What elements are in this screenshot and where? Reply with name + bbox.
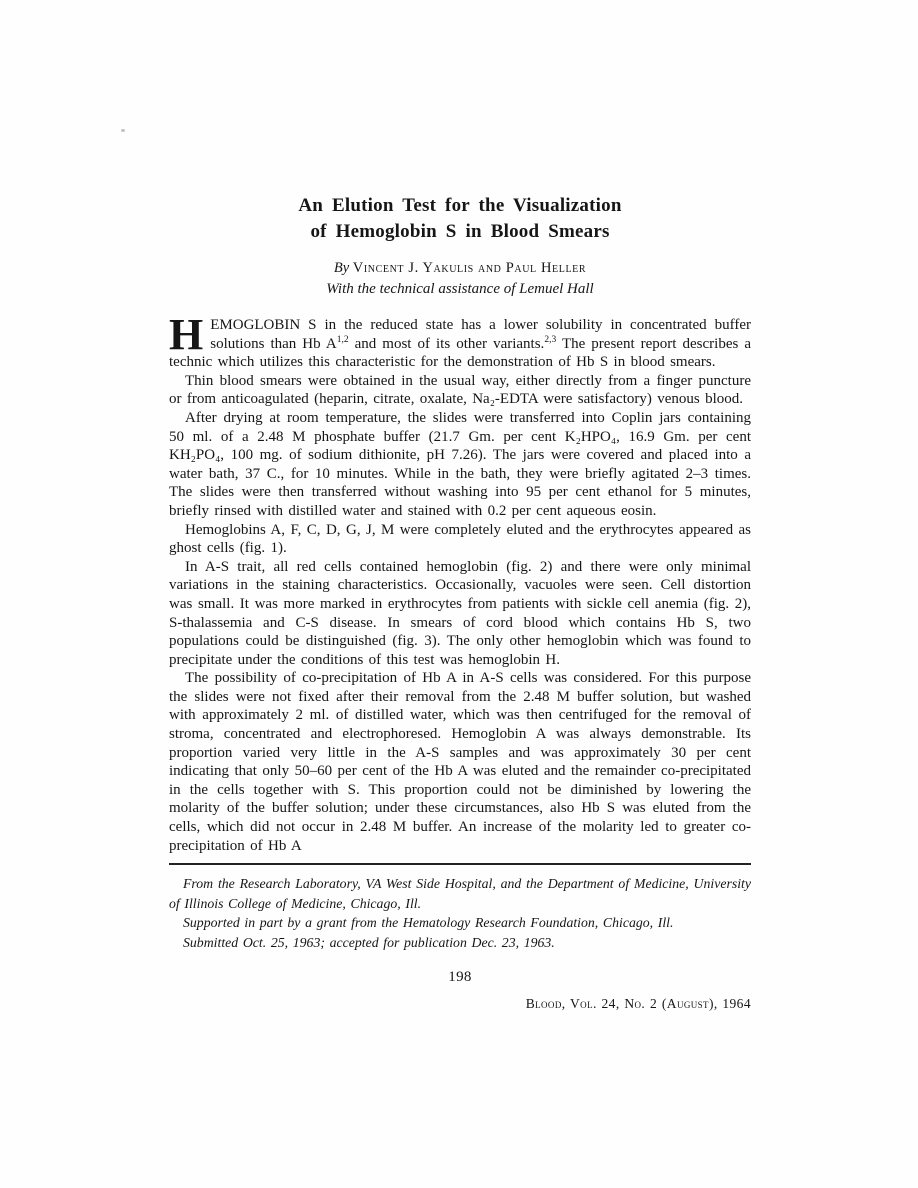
lead-paragraph (169, 310, 752, 372)
page-number: 198 (448, 968, 472, 985)
article-body (169, 310, 752, 855)
article-title-line2: of Hemoglobin S in Blood Smears (310, 221, 610, 242)
body-paragraph: Thin blood smears were obtained in the usual way, either directly from a finger puncture or from anticoagulated (heparin, citrate, oxalate, Na₂-EDTA were satisfactory) venous blood. (169, 372, 751, 408)
lead-text-b: and most of its other variants. (348, 335, 545, 352)
lead-text-c: The present report describes a technic which utilizes this characteristic for the demonstration of Hb S in blood smears. (169, 335, 752, 371)
article-title-line1: An Elution Test for the Visualization (298, 195, 622, 216)
byline-authors: Vincent J. Yakulis and Paul Heller (352, 260, 587, 276)
footnote: From the Research Laboratory, VA West Side Hospital, and the Department of Medicine, University of Illinois College of Medicine, Chicago, Ill. (169, 876, 751, 911)
scan-speck-artifact (121, 129, 125, 132)
byline-by-label: By (333, 260, 350, 276)
footnote: Supported in part by a grant from the Hematology Research Foundation, Chicago, Ill. (183, 915, 674, 931)
citation-superscript: 1,2 (336, 334, 349, 345)
drop-cap: H (169, 310, 204, 359)
footnote-section (169, 863, 751, 952)
byline (169, 258, 751, 278)
footnote: Submitted Oct. 25, 1963; accepted for publication Dec. 23, 1963. (183, 935, 555, 950)
body-paragraph: The possibility of co-precipitation of Hb A in A-S cells was considered. For this purpose the slides were not fixed after their removal from the 2.48 M buffer solution, but washed with approximately 2 ml. of distilled water, which was then centrifuged for the removal of stroma, concentrated and electrophoresed. Hemoglobin A was always demonstrable. Its proportion varied very little in the A-S samples and was approximately 30 per cent indicating that only 50–60 per cent of the Hb A was eluted and the remainder co-precipitated in the cells together with S. This proportion could not be diminished by lowering the molarity of the buffer solution; under these circumstances, also Hb S was eluted from the cells, which did not occur in 2.48 M buffer. An increase of the molarity led to greater co-precipitation of Hb A (169, 670, 751, 854)
body-paragraph: Hemoglobins A, F, C, D, G, J, M were completely eluted and the erythrocytes appeared as ghost cells (fig. 1). (169, 521, 751, 557)
assistance-note: With the technical assistance of Lemuel Hall (326, 281, 594, 297)
journal-citation: Blood, Vol. 24, No. 2 (August), 1964 (525, 995, 751, 1011)
citation-superscript: 2,3 (544, 334, 557, 345)
text-column (169, 193, 751, 1012)
body-paragraph: In A-S trait, all red cells contained hemoglobin (fig. 2) and there were only minimal variations in the staining characteristics. Occasionally, vacuoles were seen. Cell distortion was small. It was more marked in erythrocytes from patients with sickle cell anemia (fig. 2), S-thalassemia and C-S disease. In smears of cord blood which contains Hb S, two populations could be distinguished (fig. 3). The only other hemoglobin which was found to precipitate under the conditions of this test was hemoglobin H. (169, 558, 751, 668)
body-paragraph: After drying at room temperature, the slides were transferred into Coplin jars containing 50 ml. of a 2.48 M phosphate buffer (21.7 Gm. per cent K₂HPO₄, 16.9 Gm. per cent KH₂PO₄, 100 mg. of sodium dithionite, pH 7.26). The jars were covered and placed into a water bath, 37 C., for 10 minutes. While in the bath, they were briefly agitated 2–3 times. The slides were then transferred without washing into 95 per cent ethanol for 5 minutes, briefly rinsed with distilled water and stained with 0.2 per cent aqueous eosin. (169, 409, 751, 519)
lead-text-a: EMOGLOBIN S in the reduced state has a lower solubility in concentrated buffer solutions than Hb A (210, 317, 751, 352)
article-title (169, 193, 751, 245)
